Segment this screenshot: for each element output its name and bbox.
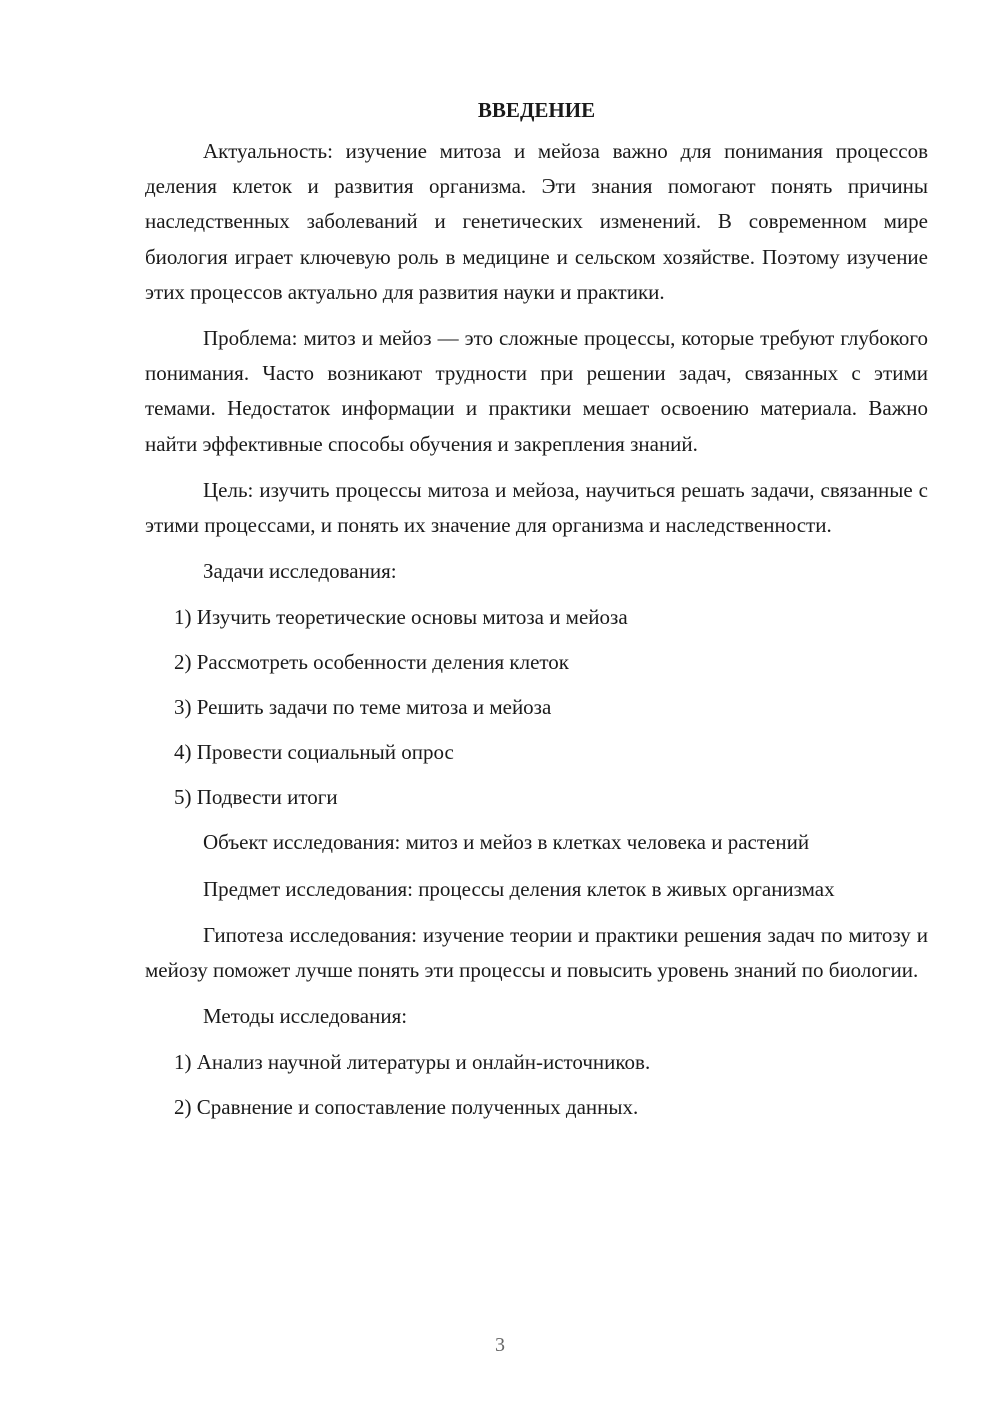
- task-item: 2) Рассмотреть особенности деления клеток: [174, 650, 570, 675]
- document-page: [145, 94, 928, 1135]
- relevance-paragraph: Актуальность: изучение митоза и мейоза важно для понимания процессов деления клеток и развития организма. Эти знания помогают понять причины наследственных заболеваний и генетических изменений. В современном мире биология играет ключевую роль в медицине и сельском хозяйстве. Поэтому изучение этих процессов актуально для развития науки и практики.: [145, 139, 928, 304]
- tasks-heading: Задачи исследования:: [203, 559, 397, 584]
- object-paragraph: Объект исследования: митоз и мейоз в клетках человека и растений: [203, 830, 810, 855]
- methods-heading: Методы исследования:: [203, 1004, 408, 1029]
- tasks-list: [145, 600, 928, 815]
- task-item: 3) Решить задачи по теме митоза и мейоза: [174, 695, 552, 720]
- task-item: 4) Провести социальный опрос: [174, 740, 454, 765]
- document-title: ВВЕДЕНИЕ: [477, 98, 596, 122]
- methods-list: [145, 1045, 928, 1125]
- hypothesis-paragraph: Гипотеза исследования: изучение теории и практики решения задач по митозу и мейозу поможет лучше понять эти процессы и повысить уровень знаний по биологии.: [145, 922, 928, 983]
- task-item: 5) Подвести итоги: [174, 785, 338, 810]
- page-number: 3: [495, 1334, 505, 1356]
- problem-paragraph: Проблема: митоз и мейоз — это сложные процессы, которые требуют глубокого понимания. Часто возникают трудности при решении задач, связанных с этими темами. Недостаток информации и практики мешает освоению материала. Важно найти эффективные способы обучения и закрепления знаний.: [145, 326, 928, 456]
- subject-paragraph: Предмет исследования: процессы деления клеток в живых организмах: [203, 876, 835, 901]
- method-item: 1) Анализ научной литературы и онлайн-источников.: [174, 1050, 651, 1075]
- method-item: 2) Сравнение и сопоставление полученных данных.: [174, 1095, 639, 1120]
- task-item: 1) Изучить теоретические основы митоза и мейоза: [174, 605, 628, 630]
- goal-paragraph: Цель: изучить процессы митоза и мейоза, научиться решать задачи, связанные с этими процессами, и понять их значение для организма и наследственности.: [145, 477, 928, 538]
